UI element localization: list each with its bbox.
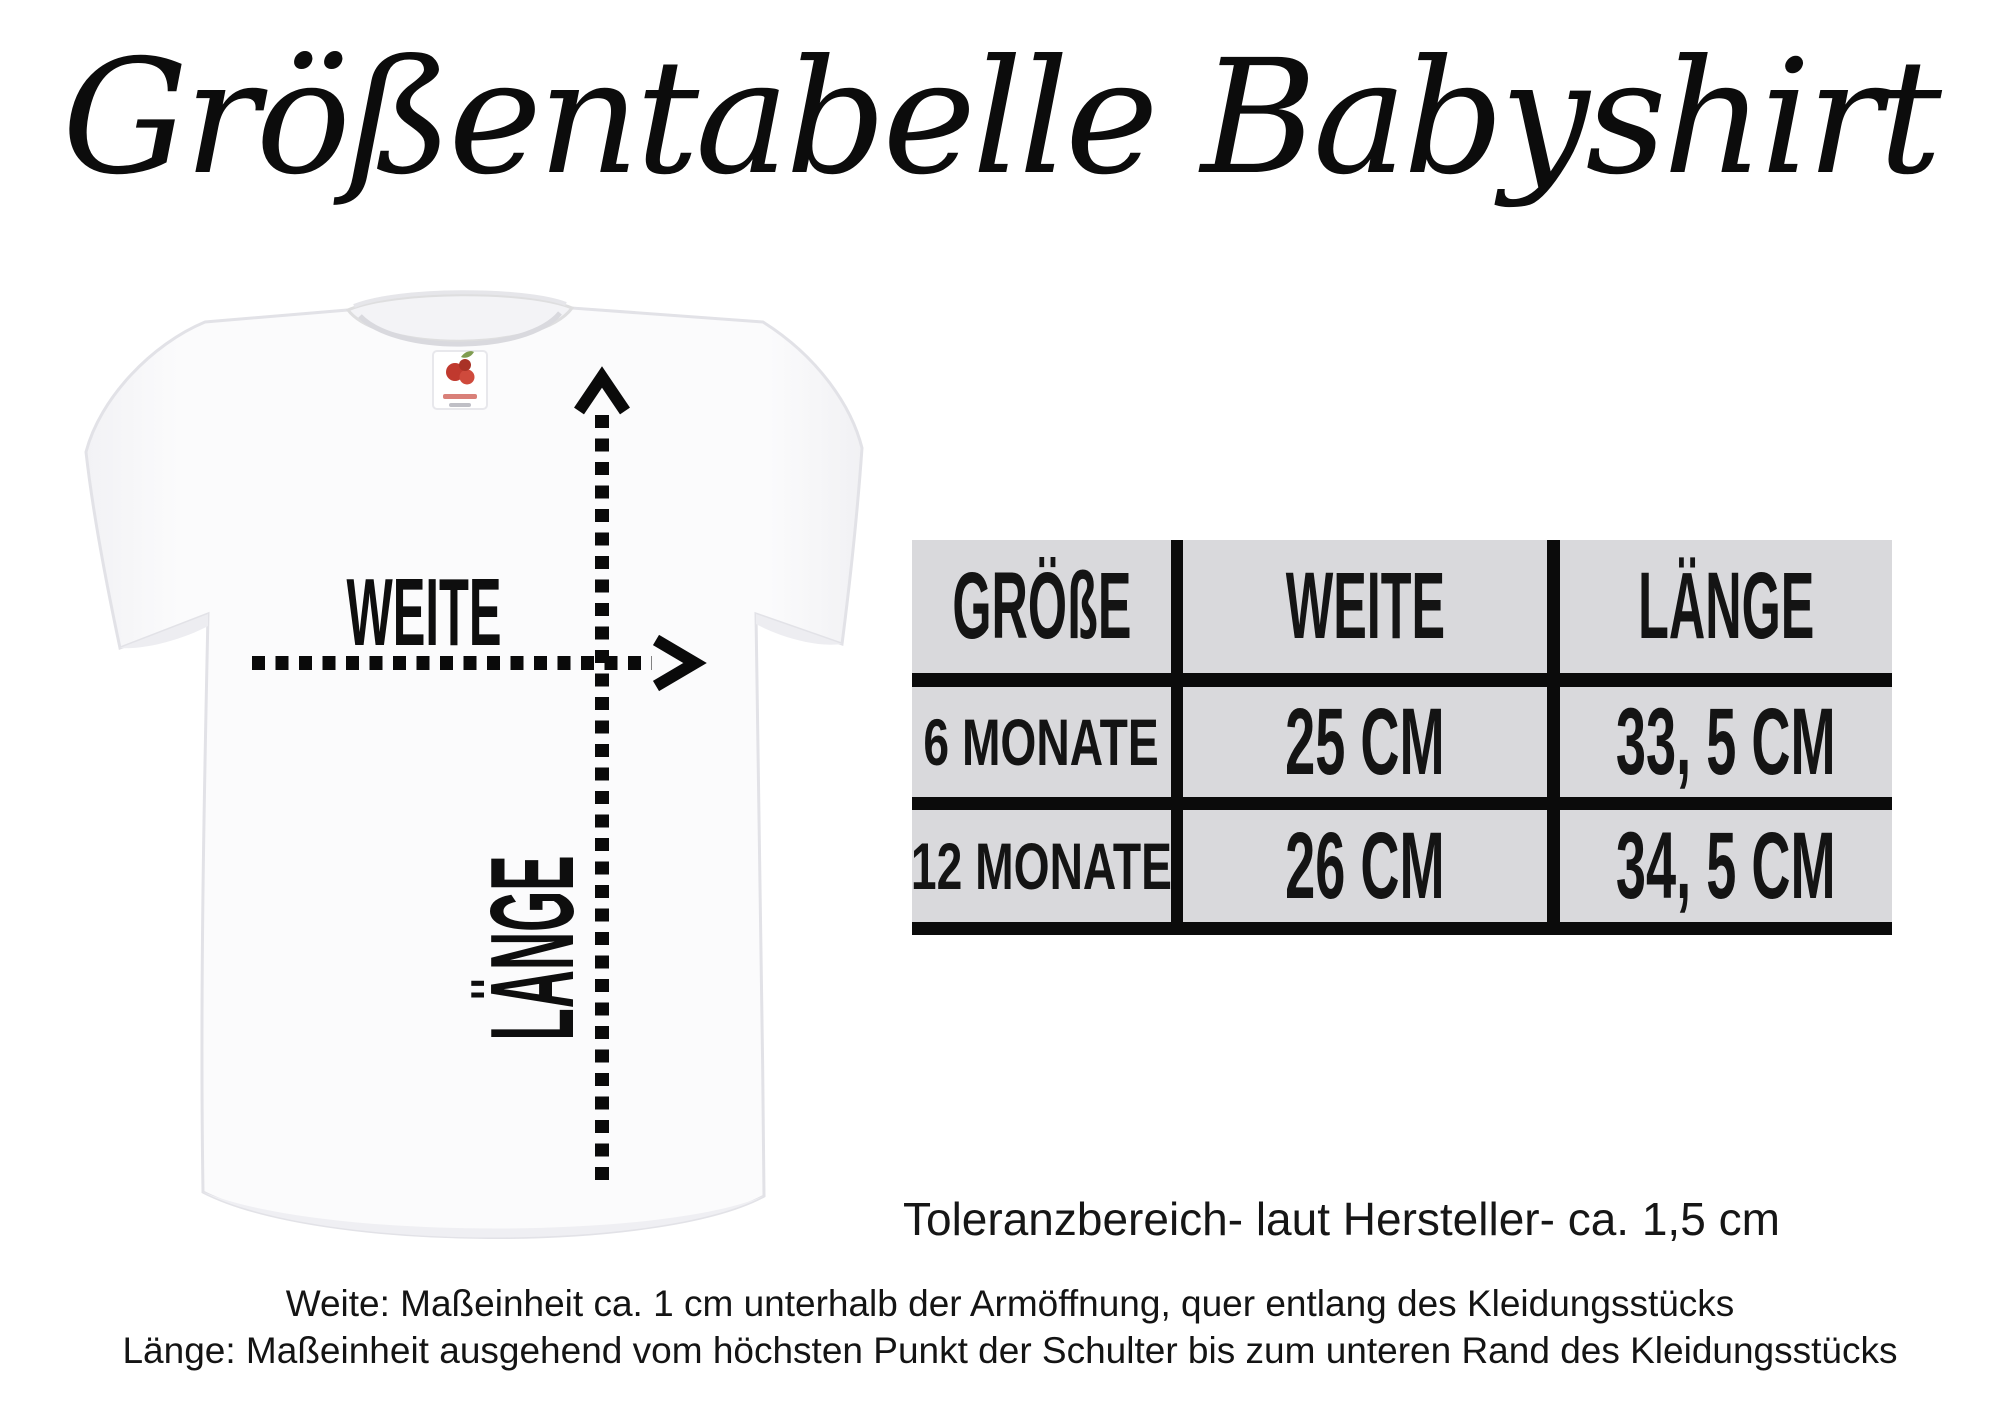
table-header-laenge: LÄNGE: [1637, 553, 1815, 659]
table-row-size: 6 MONATE: [923, 705, 1160, 779]
row-divider: [912, 797, 1892, 810]
table-row-laenge: 34, 5 CM: [1616, 812, 1836, 919]
table-row-size: 12 MONATE: [911, 829, 1172, 903]
column-divider: [1171, 540, 1183, 922]
table-row-weite: 25 CM: [1285, 688, 1445, 795]
table-header-groesse: GRÖßE: [951, 553, 1132, 659]
measurement-notes: [10, 1280, 2000, 1374]
weite-label: WEITE: [346, 559, 502, 666]
laenge-note: Länge: Maßeinheit ausgehend vom höchsten Punkt der Schulter bis zum unteren Rand des Kleidungsstücks: [122, 1330, 1898, 1371]
table-row-weite: 26 CM: [1285, 812, 1445, 919]
tshirt-graphic: [60, 280, 880, 1280]
size-table: [912, 540, 1892, 935]
table-row-laenge: 33, 5 CM: [1616, 688, 1836, 795]
weite-note: Weite: Maßeinheit ca. 1 cm unterhalb der Armöffnung, quer entlang des Kleidungsstücks: [285, 1283, 1735, 1324]
brand-label: [433, 351, 487, 409]
table-header-weite: WEITE: [1285, 553, 1445, 659]
laenge-label: [466, 856, 599, 1041]
column-divider: [1547, 540, 1560, 922]
tolerance-note: Toleranzbereich- laut Hersteller- ca. 1,5 cm: [903, 1193, 1780, 1245]
tshirt-shape: [86, 292, 862, 1237]
page-title: Größentabelle Babyshirt: [62, 26, 1938, 210]
row-divider: [912, 673, 1892, 687]
